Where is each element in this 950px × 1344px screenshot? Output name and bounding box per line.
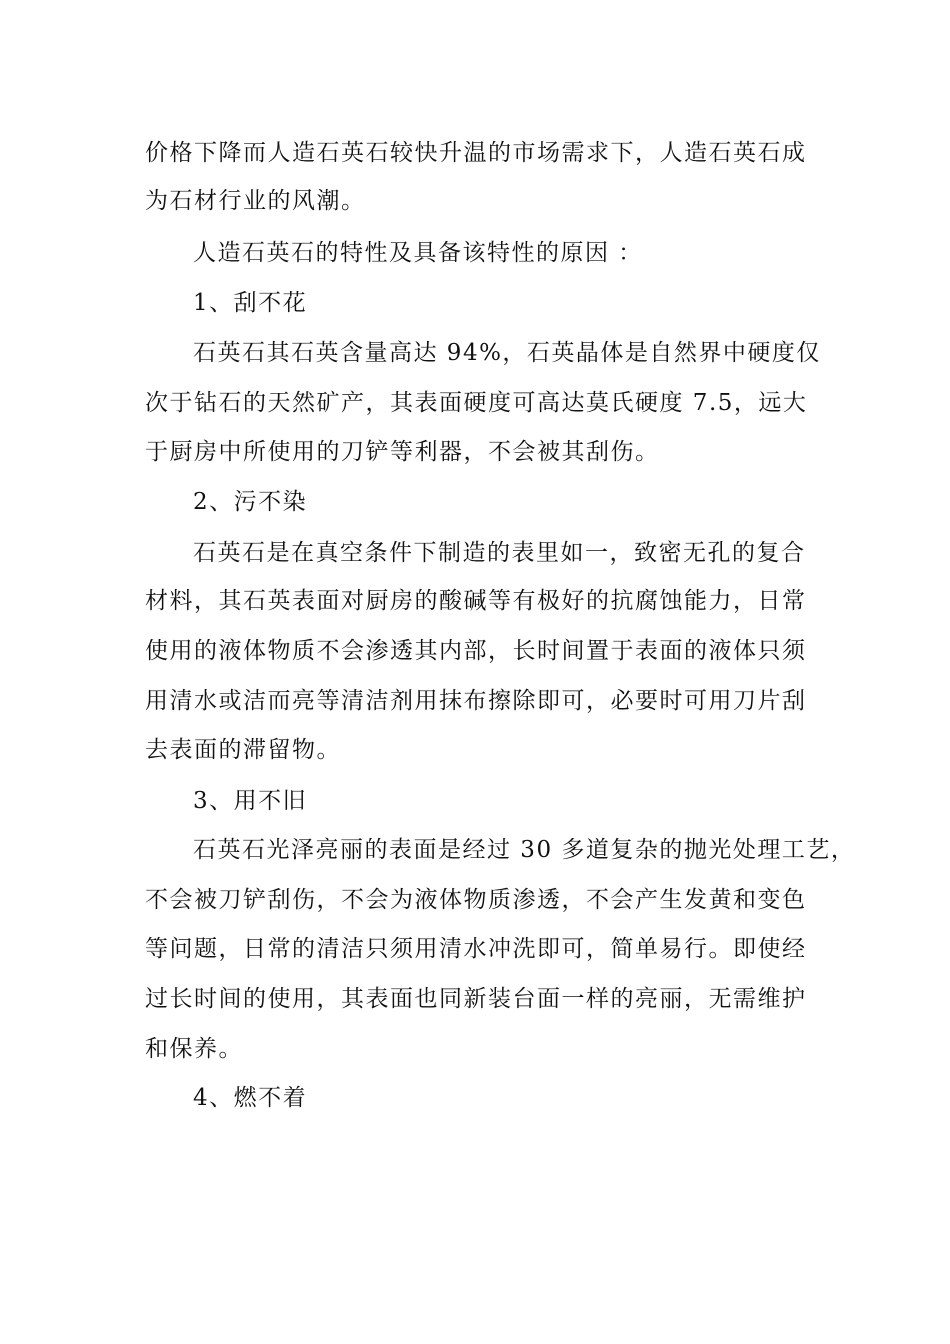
paragraph-line: 去表面的滞留物。 [145,737,341,763]
paragraph-line: 等问题，日常的清洁只须用清水冲洗即可，简单易行。即使经 [145,936,807,962]
section-heading: 2、污不染 [193,489,308,515]
paragraph-line: 为石材行业的风潮。 [145,188,366,214]
section-heading: 4、燃不着 [193,1085,308,1111]
paragraph-line: 次于钻石的天然矿产，其表面硬度可高达莫氏硬度 7.5，远大 [145,390,808,416]
paragraph-line: 和保养。 [145,1036,243,1062]
paragraph-line: 人造石英石的特性及具备该特性的原因 ： [193,240,643,266]
section-heading: 3、用不旧 [193,788,308,814]
paragraph-line: 石英石光泽亮丽的表面是经过 30 多道复杂的抛光处理工艺， [193,837,856,863]
paragraph-line: 价格下降而人造石英石较快升温的市场需求下，人造石英石成 [145,140,807,166]
paragraph-line: 石英石是在真空条件下制造的表里如一，致密无孔的复合 [193,540,806,566]
paragraph-line: 于厨房中所使用的刀铲等利器，不会被其刮伤。 [145,439,660,465]
paragraph-line: 用清水或洁而亮等清洁剂用抹布擦除即可，必要时可用刀片刮 [145,688,807,714]
paragraph-line: 不会被刀铲刮伤，不会为液体物质渗透，不会产生发黄和变色 [145,887,807,913]
paragraph-line: 材料，其石英表面对厨房的酸碱等有极好的抗腐蚀能力，日常 [145,588,807,614]
paragraph-line: 石英石其石英含量高达 94%，石英晶体是自然界中硬度仅 [193,340,821,366]
paragraph-line: 过长时间的使用，其表面也同新装台面一样的亮丽，无需维护 [145,986,807,1012]
paragraph-line: 使用的液体物质不会渗透其内部，长时间置于表面的液体只须 [145,638,807,664]
section-heading: 1、刮不花 [193,290,308,316]
